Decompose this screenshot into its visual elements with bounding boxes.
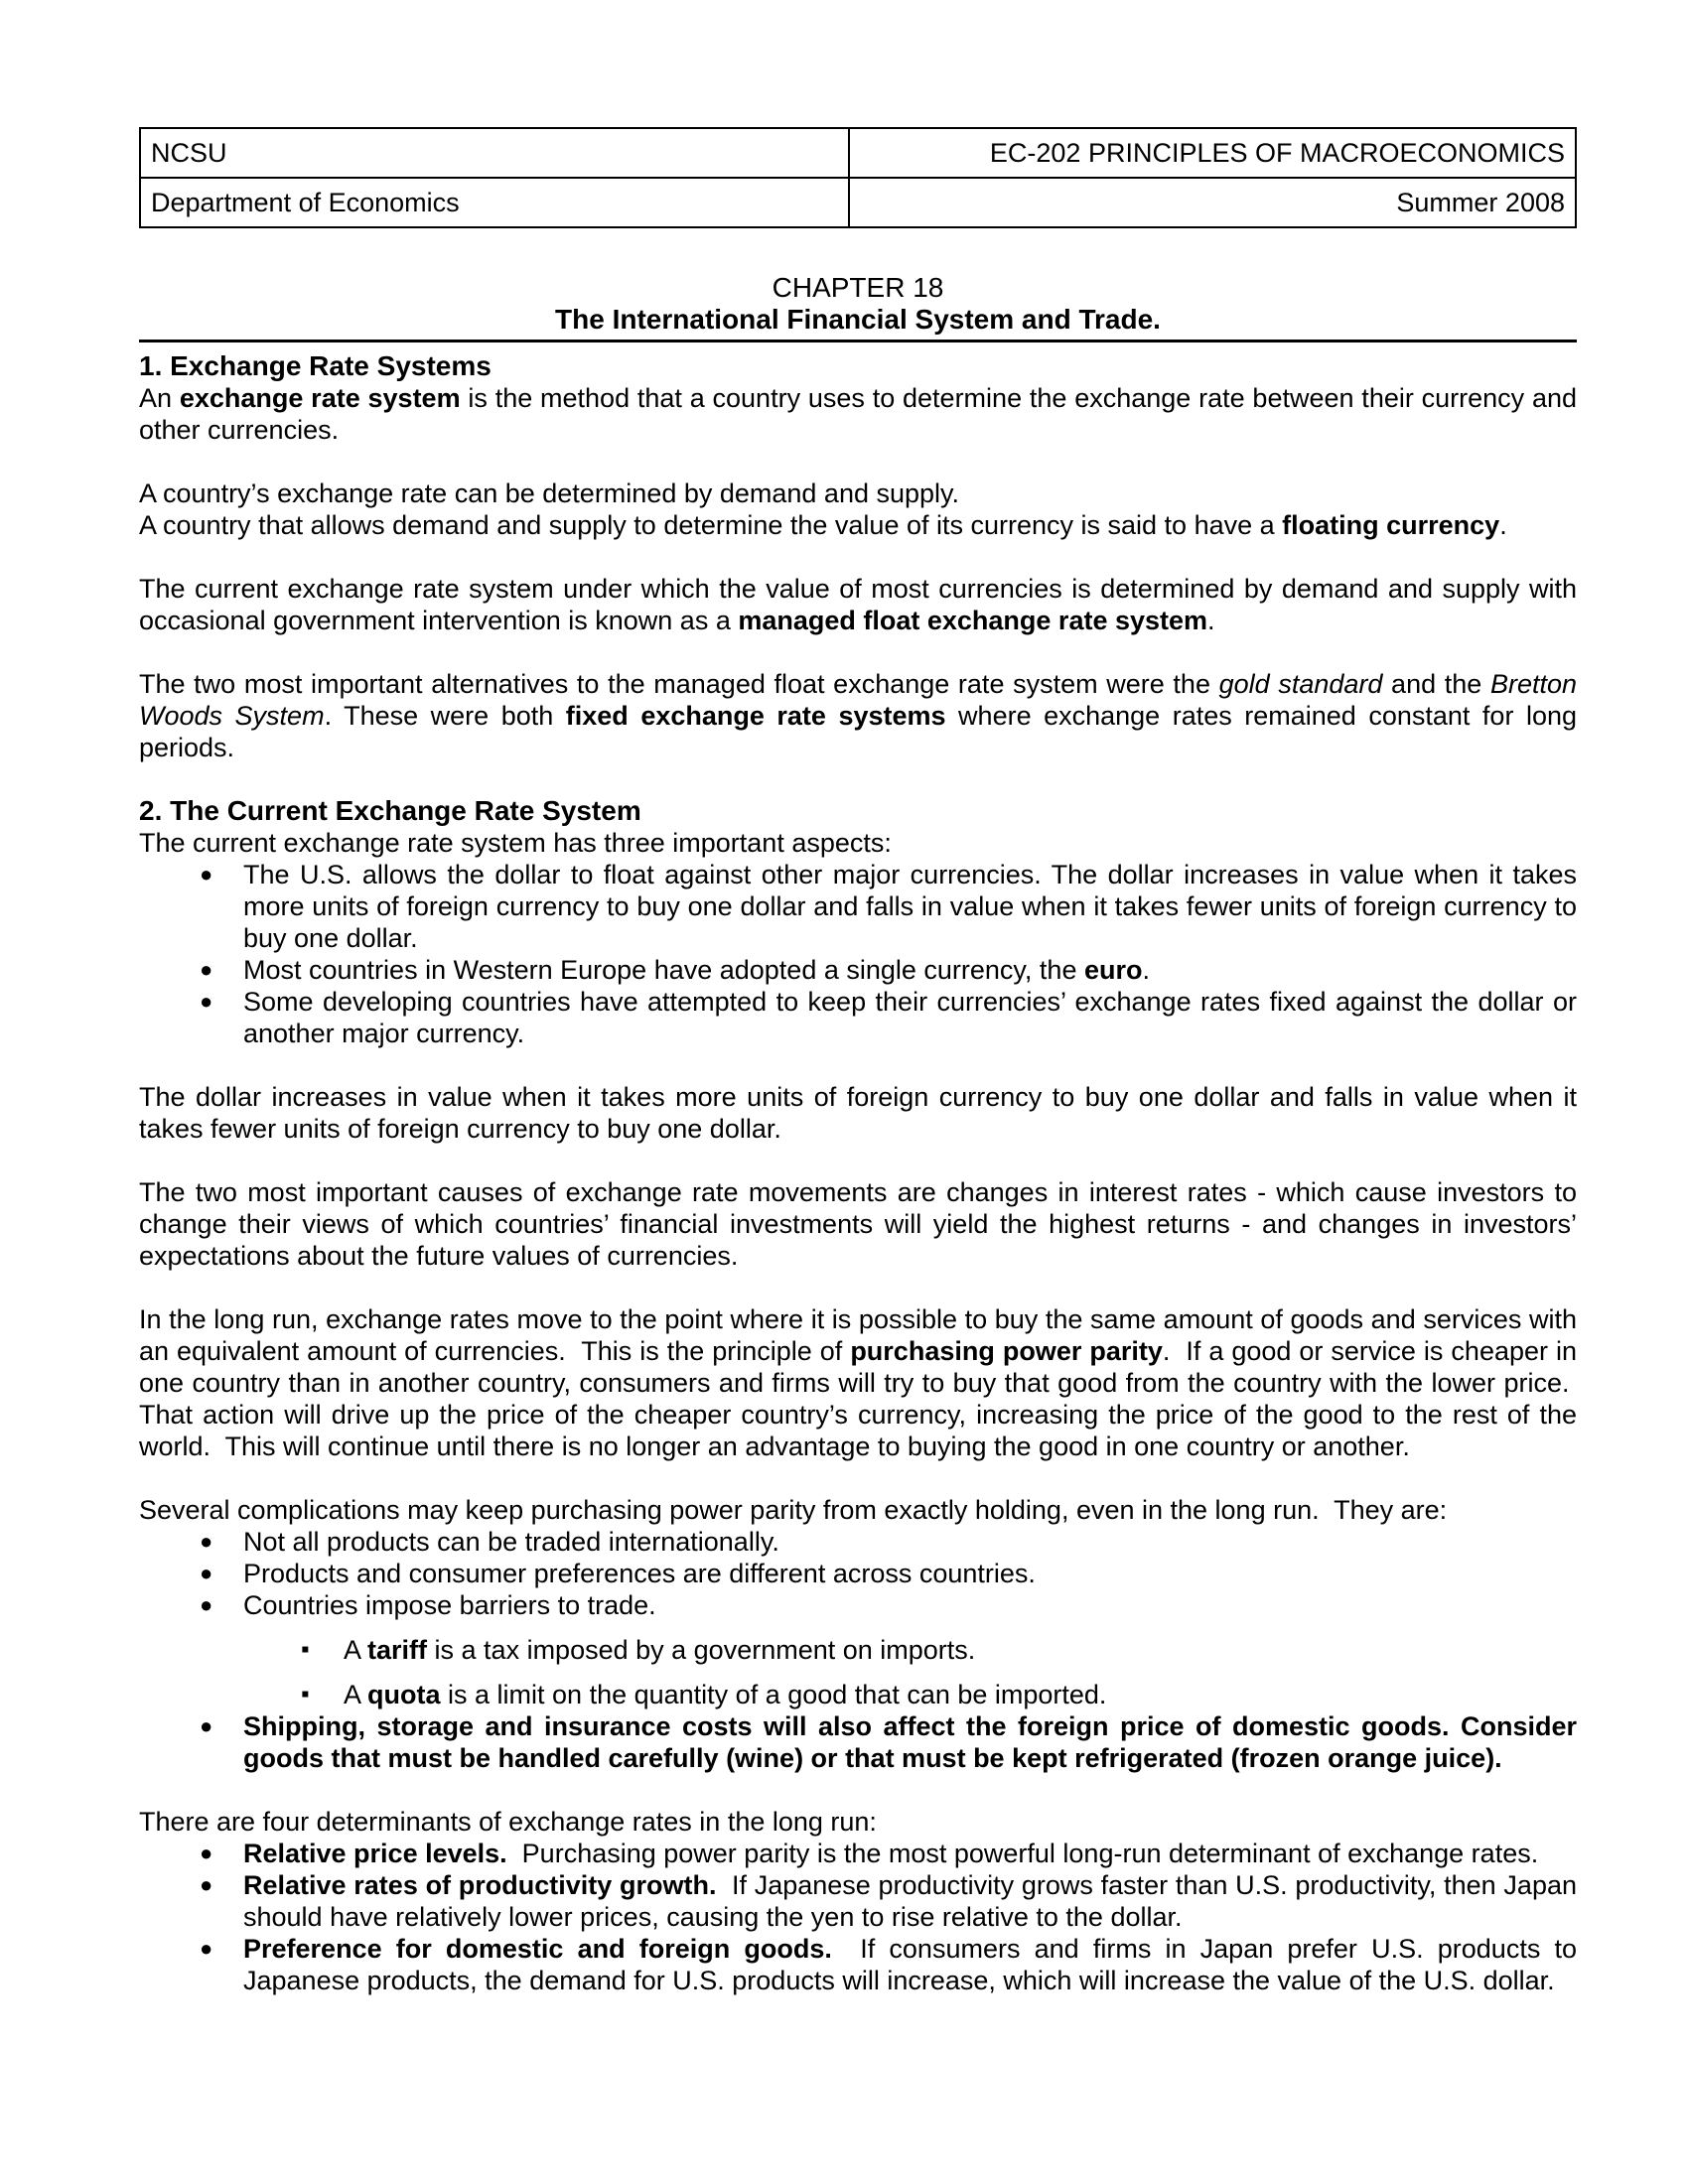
paragraph-spacer bbox=[139, 1145, 1577, 1176]
text-run: In the long run, exchange rates move to the point where it is possible to buy the same amount of goods and services with an equivalent amount of currencies. This is the principle of bbox=[139, 1304, 1577, 1366]
text-run: A bbox=[344, 1680, 368, 1709]
bullet-item bbox=[139, 1589, 1577, 1621]
text-run: If consumers and firms in Japan prefer U.S. products to Japanese products, the demand for U.S. products will increase, which will increase the value of the U.S. dollar. bbox=[243, 1934, 1577, 1995]
text-run: . These were both bbox=[324, 701, 566, 731]
paragraph bbox=[139, 1176, 1577, 1272]
header-row bbox=[140, 128, 1576, 178]
circle-bullet-icon: ● bbox=[200, 1936, 213, 1961]
paragraph-spacer bbox=[139, 541, 1577, 573]
bullet-item bbox=[139, 986, 1577, 1049]
text-run: Countries impose barriers to trade. bbox=[243, 1590, 656, 1620]
text-run: The U.S. allows the dollar to float against other major currencies. The dollar increases in value when it takes more units of foreign currency to buy one dollar and falls in value when it takes fewer units of foreign currency to buy one dollar. bbox=[243, 860, 1577, 953]
paragraph-spacer bbox=[139, 446, 1577, 478]
title-divider bbox=[139, 340, 1577, 342]
text-run: The two most important causes of exchange rate movements are changes in interest rates - which cause investors to change their views of which countries’ financial investments will yield the highest returns - and changes in investors’ expectations about the future values of currencies. bbox=[139, 1177, 1577, 1271]
text-run: There are four determinants of exchange rates in the long run: bbox=[139, 1807, 877, 1837]
text-run: Relative rates of productivity growth. bbox=[243, 1870, 717, 1900]
text-run: Some developing countries have attempted to keep their currencies’ exchange rates fixed against the dollar or another major currency. bbox=[243, 987, 1577, 1048]
paragraph-spacer bbox=[139, 1049, 1577, 1081]
circle-bullet-icon: ● bbox=[200, 1529, 213, 1554]
text-run: A bbox=[344, 1635, 368, 1665]
bullet-item bbox=[139, 954, 1577, 986]
text-run: Purchasing power parity is the most powerful long-run determinant of exchange rates. bbox=[506, 1839, 1539, 1868]
text-run: Preference for domestic and foreign goods. bbox=[243, 1934, 832, 1964]
text-run: The two most important alternatives to the managed float exchange rate system were the bbox=[139, 669, 1219, 699]
text-run: Most countries in Western Europe have adopted a single currency, the bbox=[243, 955, 1084, 985]
text-run: The dollar increases in value when it takes more units of foreign currency to buy one dollar and falls in value when it takes fewer units of foreign currency to buy one dollar. bbox=[139, 1082, 1577, 1144]
square-bullet-icon: ▪ bbox=[301, 1681, 310, 1707]
bullet-item bbox=[139, 859, 1577, 954]
text-run: . bbox=[1499, 510, 1507, 540]
text-run: The current exchange rate system has three important aspects: bbox=[139, 828, 892, 858]
bullet-item bbox=[139, 1869, 1577, 1933]
paragraph bbox=[139, 382, 1577, 446]
text-run: An bbox=[139, 383, 180, 413]
text-run: purchasing power parity bbox=[850, 1336, 1163, 1366]
header-table bbox=[139, 127, 1577, 228]
text-run: If Japanese productivity grows faster than U.S. productivity, then Japan should have relatively lower prices, causing the yen to rise relative to the dollar. bbox=[243, 1870, 1577, 1932]
text-run: is the method that a country uses to determine the exchange rate between their currency and other currencies. bbox=[139, 383, 1578, 445]
text-run: managed float exchange rate system bbox=[738, 606, 1208, 635]
circle-bullet-icon: ● bbox=[200, 862, 213, 887]
sub-bullet-item bbox=[139, 1634, 1577, 1666]
text-run: Several complications may keep purchasing power parity from exactly holding, even in the long run. They are: bbox=[139, 1495, 1448, 1525]
paragraph bbox=[139, 509, 1577, 541]
section-heading bbox=[139, 795, 1577, 827]
paragraph bbox=[139, 1081, 1577, 1145]
text-run: exchange rate system bbox=[179, 383, 461, 413]
text-run: . If a good or service is cheaper in one country than in another country, consumers and firms will try to buy that good from the country with the lower price. That action will drive up the price of the cheaper country’s currency, increasing the price of the good to the rest of the world. This will continue until there is no longer an advantage to buying the good in one country or another. bbox=[139, 1336, 1578, 1461]
paragraph bbox=[139, 827, 1577, 859]
text-run: A country that allows demand and supply to determine the value of its currency is said to have a bbox=[139, 510, 1283, 540]
bullet-item bbox=[139, 1558, 1577, 1589]
text-run: Shipping, storage and insurance costs will also affect the foreign price of domestic goods. Consider goods that must be handled carefully (wine) or that must be kept refrigerated (frozen orange juice). bbox=[243, 1711, 1577, 1773]
paragraph bbox=[139, 478, 1577, 509]
bullet-item bbox=[139, 1710, 1577, 1774]
paragraph bbox=[139, 1303, 1577, 1462]
header-cell-institution: NCSU bbox=[140, 128, 849, 178]
header-row bbox=[140, 178, 1576, 227]
paragraph bbox=[139, 1494, 1577, 1526]
bullet-item bbox=[139, 1526, 1577, 1558]
header-cell-course: EC-202 PRINCIPLES OF MACROECONOMICS bbox=[849, 128, 1576, 178]
circle-bullet-icon: ● bbox=[200, 989, 213, 1014]
text-run: Relative price levels. bbox=[243, 1839, 507, 1868]
section-heading bbox=[139, 350, 1577, 382]
text-run: 1. Exchange Rate Systems bbox=[139, 350, 492, 381]
text-run: tariff bbox=[367, 1635, 428, 1665]
text-run: is a limit on the quantity of a good that can be imported. bbox=[440, 1680, 1107, 1709]
text-run: 2. The Current Exchange Rate System bbox=[139, 795, 641, 826]
page-title: The International Financial System and Trade. bbox=[555, 304, 1161, 335]
bullet-item bbox=[139, 1933, 1577, 1996]
circle-bullet-icon: ● bbox=[200, 1561, 213, 1585]
document-body bbox=[139, 350, 1577, 1996]
text-run: quota bbox=[367, 1680, 441, 1709]
paragraph-spacer bbox=[139, 763, 1577, 795]
header-cell-term: Summer 2008 bbox=[849, 178, 1576, 227]
paragraph-spacer bbox=[139, 636, 1577, 668]
text-run: gold standard bbox=[1218, 669, 1383, 699]
circle-bullet-icon: ● bbox=[200, 957, 213, 982]
paragraph bbox=[139, 1806, 1577, 1838]
text-run: A country’s exchange rate can be determined by demand and supply. bbox=[139, 478, 960, 508]
circle-bullet-icon: ● bbox=[200, 1713, 213, 1738]
circle-bullet-icon: ● bbox=[200, 1592, 213, 1617]
text-run: where exchange rates remained constant for long periods. bbox=[139, 701, 1577, 762]
paragraph bbox=[139, 573, 1577, 636]
paragraph-spacer bbox=[139, 1462, 1577, 1494]
paragraph-spacer bbox=[139, 1774, 1577, 1806]
circle-bullet-icon: ● bbox=[200, 1841, 213, 1865]
text-run: Bretton Woods System bbox=[139, 669, 1577, 731]
header-cell-department: Department of Economics bbox=[140, 178, 849, 227]
text-run: Products and consumer preferences are different across countries. bbox=[243, 1559, 1036, 1588]
text-run: fixed exchange rate systems bbox=[565, 701, 946, 731]
text-run: Not all products can be traded internationally. bbox=[243, 1527, 779, 1557]
text-run: The current exchange rate system under which the value of most currencies is determined by demand and supply with occasional government intervention is known as a bbox=[139, 574, 1577, 635]
text-run: . bbox=[1207, 606, 1215, 635]
text-run: floating currency bbox=[1282, 510, 1500, 540]
bullet-item bbox=[139, 1838, 1577, 1869]
text-run: and the bbox=[1382, 669, 1490, 699]
paragraph-spacer bbox=[139, 1272, 1577, 1303]
text-run: euro bbox=[1083, 955, 1143, 985]
sub-bullet-item bbox=[139, 1679, 1577, 1710]
text-run: . bbox=[1142, 955, 1150, 985]
paragraph bbox=[139, 668, 1577, 763]
chapter-label: CHAPTER 18 bbox=[772, 272, 944, 303]
circle-bullet-icon: ● bbox=[200, 1872, 213, 1897]
square-bullet-icon: ▪ bbox=[301, 1636, 310, 1663]
text-run: is a tax imposed by a government on imports. bbox=[427, 1635, 976, 1665]
